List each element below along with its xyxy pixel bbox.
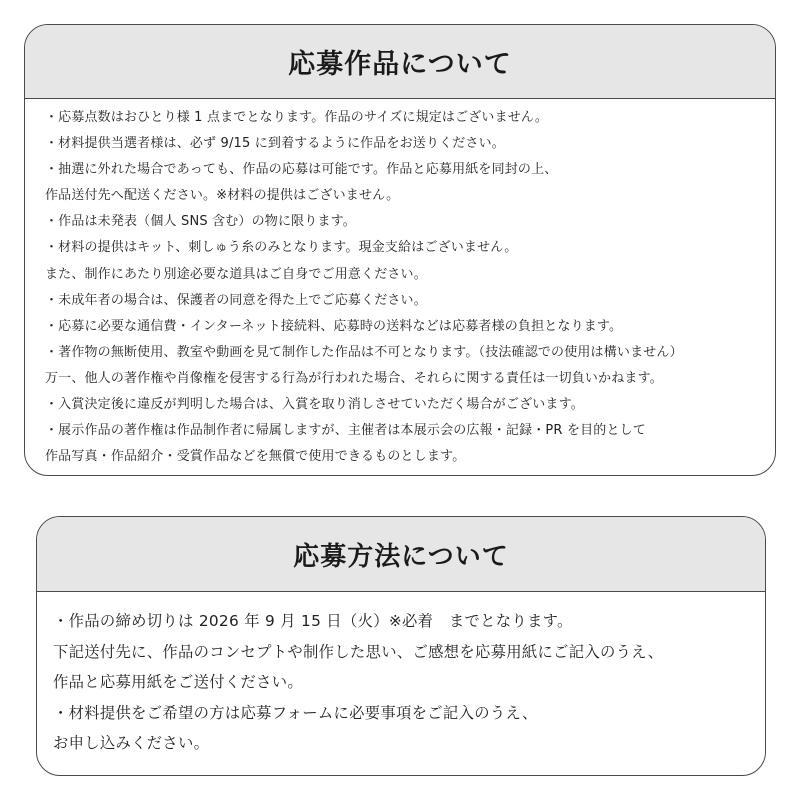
section-header [37,517,765,592]
rule-line: ・未成年者の場合は、保護者の同意を得た上でご応募ください。 [45,292,427,308]
rule-line: ・材料の提供はキット、刺しゅう糸のみとなります。現金支給はございません。 [45,240,518,256]
rule-line: ・展示作品の著作権は作品制作者に帰属しますが、主催者は本展示会の広報・記録・PR を目的として [45,423,646,439]
rule-line: ・作品は未発表（個人 SNS 含む）の物に限ります。 [45,214,356,230]
section-title: 応募作品について [288,49,512,80]
rule-line: ・抽選に外れた場合であっても、作品の応募は可能です。作品と応募用紙を同封の上、 [45,162,558,178]
section-entry-works [24,24,776,476]
rule-line: 作品送付先へ配送ください。※材料の提供はございません。 [45,188,400,204]
rule-line: ・入賞決定後に違反が判明した場合は、入賞を取り消しさせていただく場合がございます。 [45,397,584,413]
rule-line: ・応募に必要な通信費・インターネット接続料、応募時の送料などは応募者様の負担となります。 [45,318,623,334]
rule-line: 万一、他人の著作権や肖像権を侵害する行為が行われた場合、それらに関する責任は一切負いかねます。 [45,370,663,386]
method-line: お申し込みください。 [53,734,210,752]
rule-line: ・材料提供当選者様は、必ず 9/15 に到着するように作品をお送りください。 [45,136,505,152]
section-header [25,25,775,99]
method-line: 作品と応募用紙をご送付ください。 [53,673,304,691]
rule-line: また、制作にあたり別途必要な道具はご自身でご用意ください。 [45,266,427,282]
section-entry-method [36,516,766,776]
section-body [25,99,775,470]
rule-line: ・著作物の無断使用、教室や動画を見て制作した作品は不可となります。（技法確認での使用は構いません） [45,344,683,360]
section-body [37,592,765,759]
rule-line: 作品写真・作品紹介・受賞作品などを無償で使用できるものとします。 [45,449,466,465]
method-line: 下記送付先に、作品のコンセプトや制作した思い、ご感想を応募用紙にご記入のうえ、 [53,642,664,661]
method-line: ・材料提供をご希望の方は応募フォームに必要事項をご記入のうえ、 [53,703,538,722]
rule-line: ・応募点数はおひとり様 1 点までとなります。作品のサイズに規定はございません。 [45,110,549,125]
method-line: ・作品の締め切りは 2026 年 9 月 15 日（火）※必着 までとなります。 [53,612,573,630]
section-title: 応募方法について [293,541,509,572]
